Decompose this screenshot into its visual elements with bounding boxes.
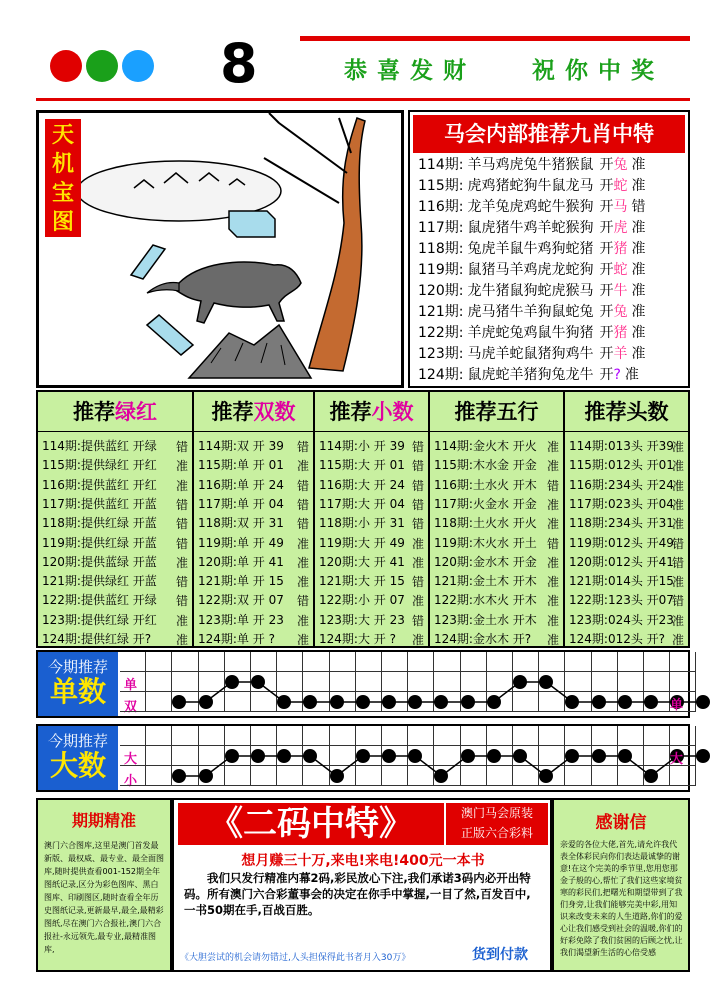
column-result-mark: 准 bbox=[296, 613, 309, 628]
grid-dot bbox=[251, 675, 265, 689]
zodiac-row bbox=[418, 176, 645, 197]
column-row: 122期:双 开 07 bbox=[198, 593, 284, 608]
zodiac-row bbox=[418, 197, 645, 218]
grid-dot bbox=[644, 769, 658, 783]
column-5 bbox=[565, 432, 688, 646]
zodiac-period: 117期: bbox=[418, 220, 464, 236]
column-result-mark: 准 bbox=[411, 594, 424, 609]
grid-dot bbox=[539, 675, 553, 689]
column-row: 122期:小 开 07 bbox=[319, 593, 405, 608]
column-row: 117期:大 开 04 bbox=[319, 496, 405, 511]
column-row: 123期:提供红绿 开红 bbox=[42, 612, 157, 627]
grid-side-tag: 大 bbox=[670, 752, 684, 767]
zodiac-status: 错 bbox=[631, 199, 646, 215]
column-result-mark: 错 bbox=[546, 536, 559, 551]
center-text: 我们只发行精准内幕2码,彩民放心下注,我们承诺3码内必开出特码。所有澳门六合彩董事会的决定在你手中掌握,一目了然,百发百中,一书50期在手,百战百胜。 bbox=[184, 871, 531, 917]
column-result-mark: 准 bbox=[671, 459, 684, 474]
column-row: 123期:大 开 23 bbox=[319, 612, 405, 627]
zodiac-result: 兔 bbox=[613, 157, 628, 173]
column-row: 120期:012头 开41 bbox=[569, 554, 674, 569]
column-row: 118期:土火水 开火 bbox=[434, 516, 537, 531]
grid-dot bbox=[330, 695, 344, 709]
thanks-title: 感谢信 bbox=[595, 813, 647, 833]
column-header bbox=[565, 392, 688, 432]
column-result-mark: 准 bbox=[411, 633, 424, 647]
zodiac-status: 准 bbox=[631, 325, 646, 341]
zodiac-row bbox=[418, 218, 645, 239]
column-result-mark: 错 bbox=[411, 497, 424, 512]
column-row: 115期:012头 开01 bbox=[569, 458, 674, 473]
grid-dot bbox=[461, 695, 475, 709]
center-footer: 《大胆尝试的机会请勿错过,人头担保得此书者月入30万》 bbox=[180, 953, 411, 963]
column-result-mark: 准 bbox=[546, 575, 559, 590]
column-row: 116期:土水火 开木 bbox=[434, 477, 537, 492]
column-row: 116期:234头 开24 bbox=[569, 477, 674, 492]
column-result-mark: 错 bbox=[175, 594, 188, 609]
column-row: 118期:双 开 31 bbox=[198, 516, 284, 531]
column-result-mark: 准 bbox=[546, 517, 559, 532]
grid-dot bbox=[382, 749, 396, 763]
column-result-mark: 错 bbox=[671, 536, 684, 551]
grid-dot bbox=[382, 695, 396, 709]
column-row: 116期:提供蓝红 开红 bbox=[42, 477, 157, 492]
thanks-text: 亲爱的各位大佬,首先,请允许我代表全体彩民向你们表达最诚挚的谢意!在这个完美的季节里,您用您那金子般的心,帮忙了我们这些家境贫寒的彩民们,把曙光和期望带到了我们身旁,让我们能够完美中彩,用知识来改变未来的人生道路,你们的爱心让我们感受到社会的温暖,你们的好彩免除了我们贫困的后顾之忧,让我们渴望新生活的心倍受感 bbox=[560, 840, 683, 957]
zodiac-row bbox=[418, 302, 645, 323]
grid-dot bbox=[487, 695, 501, 709]
green-dot-icon bbox=[86, 50, 118, 82]
zodiac-result: 羊 bbox=[613, 346, 628, 362]
column-result-mark: 准 bbox=[411, 555, 424, 570]
center-title-text: 《二码中特》 bbox=[209, 804, 413, 844]
column-result-mark: 准 bbox=[546, 459, 559, 474]
zodiac-period: 115期: bbox=[418, 178, 464, 194]
zodiac-row bbox=[418, 260, 645, 281]
column-result-mark: 错 bbox=[411, 575, 424, 590]
column-result-mark: 错 bbox=[296, 478, 309, 493]
center-side-tag bbox=[446, 803, 548, 845]
zodiac-result: 猪 bbox=[613, 241, 628, 257]
column-row: 124期:大 开 ? bbox=[319, 632, 396, 646]
zodiac-row bbox=[418, 344, 645, 365]
column-header-prefix: 推荐头数 bbox=[584, 400, 669, 424]
column-row: 119期:大 开 49 bbox=[319, 535, 405, 550]
grid-dot bbox=[225, 675, 239, 689]
grid-dot bbox=[199, 769, 213, 783]
zodiac-open: 开 bbox=[599, 220, 614, 236]
zodiac-period: 114期: bbox=[418, 157, 464, 173]
column-result-mark: 错 bbox=[175, 497, 188, 512]
column-result-mark: 错 bbox=[411, 517, 424, 532]
zodiac-animals: 鼠虎猪牛鸡羊蛇猴狗 bbox=[467, 220, 594, 236]
zodiac-open: 开 bbox=[599, 304, 614, 320]
zodiac-result: 蛇 bbox=[613, 178, 628, 194]
zodiac-row bbox=[418, 281, 645, 302]
grid-row-top-label: 单 bbox=[124, 678, 138, 693]
zodiac-open: 开 bbox=[599, 241, 614, 257]
zodiac-open: 开 bbox=[599, 367, 614, 383]
zodiac-period: 116期: bbox=[418, 199, 464, 215]
zodiac-row bbox=[418, 365, 639, 386]
column-row: 119期:单 开 49 bbox=[198, 535, 284, 550]
grid-row-bottom-label: 小 bbox=[124, 774, 138, 789]
zodiac-open: 开 bbox=[599, 178, 614, 194]
zodiac-result: 牛 bbox=[613, 283, 628, 299]
zodiac-open: 开 bbox=[599, 346, 614, 362]
column-row: 119期:木火水 开土 bbox=[434, 535, 537, 550]
zodiac-open: 开 bbox=[599, 283, 614, 299]
column-result-mark: 错 bbox=[411, 440, 424, 454]
zodiac-animals: 虎马猪牛羊狗鼠蛇兔 bbox=[467, 304, 594, 320]
column-row: 115期:大 开 01 bbox=[319, 458, 405, 473]
grid-row-bottom-label: 双 bbox=[124, 700, 138, 715]
column-header bbox=[315, 392, 430, 432]
zodiac-period: 119期: bbox=[418, 262, 464, 278]
zodiac-animals: 羊马鸡虎兔牛猪猴鼠 bbox=[467, 157, 594, 173]
grid-trend-line bbox=[120, 652, 720, 720]
column-result-mark: 准 bbox=[175, 555, 188, 570]
grid-dot bbox=[408, 749, 422, 763]
column-row: 120期:大 开 41 bbox=[319, 554, 405, 569]
zodiac-animals: 龙羊兔虎鸡蛇牛猴狗 bbox=[467, 199, 594, 215]
column-header-accent: 双数 bbox=[253, 400, 296, 424]
column-row: 120期:单 开 41 bbox=[198, 554, 284, 569]
grid-dot bbox=[618, 749, 632, 763]
column-result-mark: 准 bbox=[411, 536, 424, 551]
grid-dot bbox=[330, 769, 344, 783]
zodiac-status: 准 bbox=[631, 220, 646, 236]
zodiac-status: 准 bbox=[624, 367, 639, 383]
column-result-mark: 准 bbox=[546, 440, 559, 454]
center-side1: 澳门马会原装 bbox=[460, 806, 533, 820]
column-result-mark: 错 bbox=[411, 613, 424, 628]
riddle-illustration bbox=[39, 113, 401, 385]
column-row: 114期:小 开 39 bbox=[319, 439, 405, 453]
zodiac-result: 马 bbox=[613, 199, 628, 215]
left-info-title: 期期精准 bbox=[71, 811, 136, 830]
column-row: 122期:提供蓝红 开绿 bbox=[42, 593, 157, 608]
zodiac-period: 122期: bbox=[418, 325, 464, 341]
column-header-prefix: 推荐 bbox=[73, 400, 115, 424]
grid-dot bbox=[592, 695, 606, 709]
column-result-mark: 错 bbox=[175, 517, 188, 532]
zodiac-animals: 鼠虎蛇羊猪狗兔龙牛 bbox=[467, 367, 594, 383]
zodiac-open: 开 bbox=[599, 157, 614, 173]
column-row: 124期:单 开 ? bbox=[198, 632, 275, 646]
zodiac-animals: 兔虎羊鼠牛鸡狗蛇猪 bbox=[467, 241, 594, 257]
column-result-mark: 准 bbox=[546, 497, 559, 512]
grid-dot bbox=[356, 749, 370, 763]
zodiac-period: 120期: bbox=[418, 283, 464, 299]
column-result-mark: 准 bbox=[671, 517, 684, 532]
center-side2: 正版六合彩料 bbox=[460, 826, 533, 840]
zodiac-status: 准 bbox=[631, 178, 646, 194]
column-result-mark: 准 bbox=[546, 633, 559, 647]
column-result-mark: 准 bbox=[671, 633, 684, 647]
column-row: 117期:023头 开04 bbox=[569, 496, 674, 511]
column-result-mark: 错 bbox=[411, 478, 424, 493]
zodiac-status: 准 bbox=[631, 283, 646, 299]
center-ad-box bbox=[172, 798, 552, 972]
zodiac-animals: 鼠猪马羊鸡虎龙蛇狗 bbox=[467, 262, 594, 278]
column-result-mark: 准 bbox=[671, 478, 684, 493]
column-4 bbox=[430, 432, 565, 646]
column-header-accent: 绿红 bbox=[115, 400, 157, 424]
column-result-mark: 准 bbox=[546, 594, 559, 609]
column-header-prefix: 推荐 bbox=[329, 400, 372, 424]
grid-dot bbox=[539, 769, 553, 783]
column-1 bbox=[38, 432, 194, 646]
column-row: 117期:火金水 开金 bbox=[434, 496, 537, 511]
column-result-mark: 错 bbox=[411, 459, 424, 474]
zodiac-open: 开 bbox=[599, 325, 614, 341]
column-header bbox=[38, 392, 194, 432]
column-header bbox=[430, 392, 565, 432]
column-result-mark: 准 bbox=[175, 613, 188, 628]
column-row: 124期:金水木 开? bbox=[434, 632, 532, 646]
grid-dot bbox=[513, 749, 527, 763]
zodiac-row bbox=[418, 239, 645, 260]
column-result-mark: 准 bbox=[296, 575, 309, 590]
column-row: 115期:木水金 开金 bbox=[434, 458, 537, 473]
zodiac-animals: 马虎羊蛇鼠猪狗鸡牛 bbox=[467, 346, 594, 362]
column-result-mark: 准 bbox=[296, 555, 309, 570]
column-header-prefix: 推荐 bbox=[211, 400, 254, 424]
zodiac-result: 猪 bbox=[613, 325, 628, 341]
column-row: 119期:提供红绿 开蓝 bbox=[42, 535, 157, 550]
zodiac-period: 124期: bbox=[418, 367, 464, 383]
column-row: 120期:提供蓝绿 开蓝 bbox=[42, 554, 157, 569]
column-row: 116期:大 开 24 bbox=[319, 477, 405, 492]
column-result-mark: 错 bbox=[175, 440, 188, 454]
column-result-mark: 准 bbox=[175, 633, 188, 647]
odd-even-label-main: 单数 bbox=[49, 675, 106, 708]
column-row: 114期:双 开 39 bbox=[198, 439, 284, 453]
grid-dot bbox=[513, 675, 527, 689]
left-info-box bbox=[36, 798, 172, 972]
column-row: 124期:012头 开? bbox=[569, 632, 666, 646]
column-row: 118期:234头 开31 bbox=[569, 516, 674, 531]
zodiac-result: 兔 bbox=[613, 304, 628, 320]
blue-dot-icon bbox=[122, 50, 154, 82]
column-row: 115期:单 开 01 bbox=[198, 458, 284, 473]
zodiac-status: 准 bbox=[631, 262, 646, 278]
column-result-mark: 准 bbox=[175, 459, 188, 474]
column-row: 122期:水木火 开木 bbox=[434, 593, 537, 608]
header-rule bbox=[300, 36, 690, 41]
zodiac-result: 蛇 bbox=[613, 262, 628, 278]
zodiac-animals: 羊虎蛇兔鸡鼠牛狗猪 bbox=[467, 325, 594, 341]
picture-title: 天机宝图 bbox=[45, 119, 81, 237]
slogan-left: 恭喜发财 bbox=[344, 58, 476, 84]
grid-dot bbox=[277, 695, 291, 709]
column-header-prefix: 推荐五行 bbox=[454, 400, 539, 424]
column-result-mark: 准 bbox=[671, 497, 684, 512]
column-result-mark: 准 bbox=[296, 536, 309, 551]
column-result-mark: 准 bbox=[296, 459, 309, 474]
column-row: 117期:单 开 04 bbox=[198, 496, 284, 511]
slogan-right: 祝你中奖 bbox=[532, 58, 664, 84]
zodiac-animals: 龙牛猪鼠狗蛇虎猴马 bbox=[467, 283, 594, 299]
zodiac-period: 123期: bbox=[418, 346, 464, 362]
column-result-mark: 错 bbox=[175, 575, 188, 590]
column-result-mark: 准 bbox=[671, 613, 684, 628]
column-result-mark: 准 bbox=[671, 575, 684, 590]
grid-dot bbox=[618, 695, 632, 709]
column-row: 116期:单 开 24 bbox=[198, 477, 284, 492]
grid-dot bbox=[225, 749, 239, 763]
column-row: 118期:提供红绿 开蓝 bbox=[42, 516, 157, 531]
column-header bbox=[194, 392, 315, 432]
column-result-mark: 错 bbox=[296, 440, 309, 454]
column-row: 123期:单 开 23 bbox=[198, 612, 284, 627]
column-2 bbox=[194, 432, 315, 646]
column-result-mark: 准 bbox=[546, 613, 559, 628]
grid-dot bbox=[592, 749, 606, 763]
grid-dot bbox=[408, 695, 422, 709]
grid-dot bbox=[277, 749, 291, 763]
zodiac-status: 准 bbox=[631, 157, 646, 173]
issue-number: 8 bbox=[220, 32, 258, 95]
zodiac-status: 准 bbox=[631, 241, 646, 257]
column-result-mark: 错 bbox=[671, 555, 684, 570]
column-result-mark: 准 bbox=[175, 478, 188, 493]
column-result-mark: 错 bbox=[296, 594, 309, 609]
column-row: 115期:提供绿红 开红 bbox=[42, 458, 157, 473]
big-small-label bbox=[38, 726, 118, 790]
column-row: 114期:013头 开39 bbox=[569, 439, 674, 453]
column-row: 123期:金土水 开木 bbox=[434, 612, 537, 627]
zodiac-row bbox=[418, 155, 645, 176]
picture-panel bbox=[36, 110, 404, 388]
column-result-mark: 错 bbox=[546, 478, 559, 493]
column-row: 122期:123头 开07 bbox=[569, 593, 674, 608]
column-result-mark: 错 bbox=[175, 536, 188, 551]
zodiac-row bbox=[418, 323, 645, 344]
column-result-mark: 错 bbox=[296, 497, 309, 512]
column-result-mark: 准 bbox=[671, 440, 684, 454]
center-slogan: 想月赚三十万,来电!来电!400元一本书 bbox=[241, 853, 485, 869]
grid-dot bbox=[251, 749, 265, 763]
column-row: 121期:提供绿红 开蓝 bbox=[42, 574, 157, 589]
grid-side-tag: 单 bbox=[670, 698, 684, 713]
grid-dot bbox=[461, 749, 475, 763]
header-rule-bottom bbox=[36, 98, 690, 101]
grid-row-top-label: 大 bbox=[124, 752, 138, 767]
column-row: 121期:014头 开15 bbox=[569, 574, 674, 589]
red-dot-icon bbox=[50, 50, 82, 82]
zodiac-status: 准 bbox=[631, 304, 646, 320]
zodiac-status: 准 bbox=[631, 346, 646, 362]
left-info-text: 澳门六合图库,这里是澳门首发最新版、最权威、最专业、最全面图库,随时提供查看001-152期全年图纸记录,区分为彩色图库、黑白图库、印刷图区,随时查看全年历史图纸记录,更新最早,最全,最精彩图纸,尽在澳门六合报社,澳门六合报社-永远领先,最专业,最精准图库, bbox=[44, 841, 164, 954]
column-row: 118期:小 开 31 bbox=[319, 516, 405, 531]
grid-dot bbox=[487, 749, 501, 763]
column-row: 120期:金水木 开金 bbox=[434, 554, 537, 569]
column-result-mark: 准 bbox=[296, 633, 309, 647]
zodiac-result: 虎 bbox=[613, 220, 628, 236]
center-footer-right: 货到付款 bbox=[472, 947, 528, 963]
column-header-accent: 小数 bbox=[371, 400, 414, 424]
column-row: 124期:提供红绿 开? bbox=[42, 632, 152, 646]
odd-even-label-top: 今期推荐 bbox=[47, 658, 108, 676]
column-result-mark: 错 bbox=[296, 517, 309, 532]
odd-even-label bbox=[38, 652, 118, 716]
grid-dot bbox=[644, 695, 658, 709]
big-small-label-main: 大数 bbox=[49, 749, 106, 782]
column-row: 123期:024头 开23 bbox=[569, 612, 674, 627]
column-result-mark: 错 bbox=[671, 594, 684, 609]
grid-dot bbox=[356, 695, 370, 709]
thanks-box bbox=[552, 798, 690, 972]
zodiac-title: 马会内部推荐九肖中特 bbox=[413, 115, 685, 153]
column-row: 114期:金火木 开火 bbox=[434, 439, 537, 453]
zodiac-open: 开 bbox=[599, 262, 614, 278]
zodiac-animals: 虎鸡猪蛇狗牛鼠龙马 bbox=[467, 178, 594, 194]
zodiac-open: 开 bbox=[599, 199, 614, 215]
column-3 bbox=[315, 432, 430, 646]
big-small-label-top: 今期推荐 bbox=[47, 732, 108, 750]
column-row: 119期:012头 开49 bbox=[569, 535, 674, 550]
column-row: 121期:金土木 开木 bbox=[434, 574, 537, 589]
column-row: 121期:大 开 15 bbox=[319, 574, 405, 589]
column-result-mark: 准 bbox=[546, 555, 559, 570]
column-row: 117期:提供蓝红 开蓝 bbox=[42, 496, 157, 511]
column-row: 121期:单 开 15 bbox=[198, 574, 284, 589]
zodiac-period: 118期: bbox=[418, 241, 464, 257]
center-title bbox=[178, 803, 444, 845]
grid-dot bbox=[199, 695, 213, 709]
column-row: 114期:提供蓝红 开绿 bbox=[42, 439, 157, 453]
zodiac-result: ? bbox=[613, 367, 621, 383]
zodiac-period: 121期: bbox=[418, 304, 464, 320]
